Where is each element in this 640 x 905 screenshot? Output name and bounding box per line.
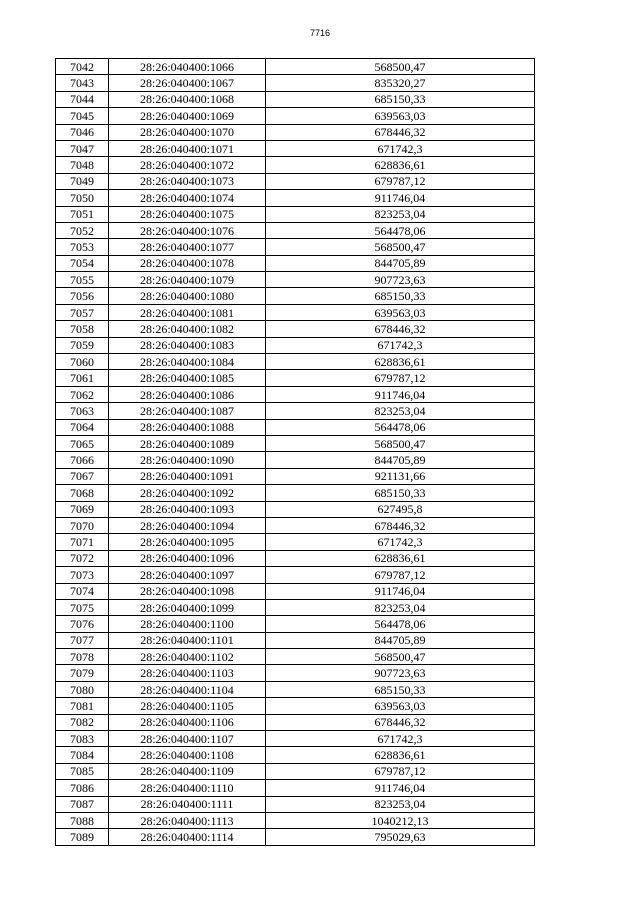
value-cell: 844705,89 <box>266 632 535 648</box>
table-row <box>56 681 535 697</box>
row-number-cell: 7064 <box>56 419 109 435</box>
cadastral-number-cell: 28:26:040400:1070 <box>109 124 266 140</box>
table-row <box>56 616 535 632</box>
value-cell: 679787,12 <box>266 763 535 779</box>
table-row <box>56 649 535 665</box>
table-row <box>56 763 535 779</box>
table-row <box>56 354 535 370</box>
cadastral-number-cell: 28:26:040400:1086 <box>109 386 266 402</box>
cadastral-number-cell: 28:26:040400:1074 <box>109 190 266 206</box>
value-cell: 907723,63 <box>266 272 535 288</box>
cadastral-number-cell: 28:26:040400:1098 <box>109 583 266 599</box>
table-row <box>56 222 535 238</box>
value-cell: 911746,04 <box>266 190 535 206</box>
cadastral-number-cell: 28:26:040400:1100 <box>109 616 266 632</box>
cadastral-number-cell: 28:26:040400:1103 <box>109 665 266 681</box>
cadastral-number-cell: 28:26:040400:1107 <box>109 731 266 747</box>
table-row <box>56 812 535 828</box>
cadastral-number-cell: 28:26:040400:1076 <box>109 222 266 238</box>
row-number-cell: 7085 <box>56 763 109 779</box>
row-number-cell: 7081 <box>56 698 109 714</box>
cadastral-number-cell: 28:26:040400:1077 <box>109 239 266 255</box>
row-number-cell: 7063 <box>56 403 109 419</box>
table-row <box>56 829 535 845</box>
row-number-cell: 7047 <box>56 140 109 156</box>
page-number: 7716 <box>309 28 331 38</box>
value-cell: 823253,04 <box>266 206 535 222</box>
row-number-cell: 7048 <box>56 157 109 173</box>
table-row <box>56 419 535 435</box>
cadastral-number-cell: 28:26:040400:1104 <box>109 681 266 697</box>
value-cell: 627495,8 <box>266 501 535 517</box>
row-number-cell: 7058 <box>56 321 109 337</box>
value-cell: 678446,32 <box>266 321 535 337</box>
row-number-cell: 7042 <box>56 59 109 75</box>
cadastral-number-cell: 28:26:040400:1110 <box>109 780 266 796</box>
cadastral-number-cell: 28:26:040400:1089 <box>109 435 266 451</box>
row-number-cell: 7059 <box>56 337 109 353</box>
cadastral-number-cell: 28:26:040400:1084 <box>109 354 266 370</box>
cadastral-number-cell: 28:26:040400:1097 <box>109 567 266 583</box>
row-number-cell: 7067 <box>56 468 109 484</box>
row-number-cell: 7086 <box>56 780 109 796</box>
value-cell: 628836,61 <box>266 550 535 566</box>
value-cell: 921131,66 <box>266 468 535 484</box>
registry-table <box>55 58 535 846</box>
table-row <box>56 272 535 288</box>
cadastral-number-cell: 28:26:040400:1106 <box>109 714 266 730</box>
table-row <box>56 190 535 206</box>
row-number-cell: 7077 <box>56 632 109 648</box>
cadastral-number-cell: 28:26:040400:1090 <box>109 452 266 468</box>
cadastral-number-cell: 28:26:040400:1069 <box>109 108 266 124</box>
table-row <box>56 59 535 75</box>
cadastral-number-cell: 28:26:040400:1083 <box>109 337 266 353</box>
cadastral-number-cell: 28:26:040400:1094 <box>109 517 266 533</box>
row-number-cell: 7056 <box>56 288 109 304</box>
table-row <box>56 173 535 189</box>
cadastral-number-cell: 28:26:040400:1113 <box>109 812 266 828</box>
cadastral-number-cell: 28:26:040400:1085 <box>109 370 266 386</box>
value-cell: 823253,04 <box>266 599 535 615</box>
cadastral-number-cell: 28:26:040400:1081 <box>109 304 266 320</box>
row-number-cell: 7061 <box>56 370 109 386</box>
cadastral-number-cell: 28:26:040400:1082 <box>109 321 266 337</box>
row-number-cell: 7070 <box>56 517 109 533</box>
row-number-cell: 7043 <box>56 75 109 91</box>
row-number-cell: 7072 <box>56 550 109 566</box>
value-cell: 564478,06 <box>266 419 535 435</box>
table-row <box>56 780 535 796</box>
row-number-cell: 7065 <box>56 435 109 451</box>
value-cell: 679787,12 <box>266 173 535 189</box>
table-row <box>56 583 535 599</box>
value-cell: 795029,63 <box>266 829 535 845</box>
table-row <box>56 485 535 501</box>
cadastral-number-cell: 28:26:040400:1071 <box>109 140 266 156</box>
row-number-cell: 7071 <box>56 534 109 550</box>
row-number-cell: 7088 <box>56 812 109 828</box>
value-cell: 685150,33 <box>266 91 535 107</box>
table-row <box>56 452 535 468</box>
table-row <box>56 124 535 140</box>
cadastral-number-cell: 28:26:040400:1088 <box>109 419 266 435</box>
table-row <box>56 91 535 107</box>
value-cell: 685150,33 <box>266 288 535 304</box>
value-cell: 678446,32 <box>266 714 535 730</box>
value-cell: 568500,47 <box>266 435 535 451</box>
table-row <box>56 206 535 222</box>
table-row <box>56 321 535 337</box>
table-row <box>56 632 535 648</box>
row-number-cell: 7069 <box>56 501 109 517</box>
row-number-cell: 7057 <box>56 304 109 320</box>
row-number-cell: 7051 <box>56 206 109 222</box>
table-row <box>56 534 535 550</box>
value-cell: 568500,47 <box>266 649 535 665</box>
table-row <box>56 517 535 533</box>
value-cell: 639563,03 <box>266 108 535 124</box>
row-number-cell: 7055 <box>56 272 109 288</box>
cadastral-number-cell: 28:26:040400:1092 <box>109 485 266 501</box>
cadastral-number-cell: 28:26:040400:1105 <box>109 698 266 714</box>
row-number-cell: 7079 <box>56 665 109 681</box>
cadastral-number-cell: 28:26:040400:1095 <box>109 534 266 550</box>
row-number-cell: 7076 <box>56 616 109 632</box>
table-row <box>56 796 535 812</box>
row-number-cell: 7068 <box>56 485 109 501</box>
cadastral-number-cell: 28:26:040400:1111 <box>109 796 266 812</box>
value-cell: 844705,89 <box>266 452 535 468</box>
row-number-cell: 7046 <box>56 124 109 140</box>
cadastral-number-cell: 28:26:040400:1073 <box>109 173 266 189</box>
row-number-cell: 7080 <box>56 681 109 697</box>
row-number-cell: 7049 <box>56 173 109 189</box>
cadastral-number-cell: 28:26:040400:1091 <box>109 468 266 484</box>
row-number-cell: 7073 <box>56 567 109 583</box>
row-number-cell: 7084 <box>56 747 109 763</box>
row-number-cell: 7050 <box>56 190 109 206</box>
value-cell: 671742,3 <box>266 140 535 156</box>
cadastral-number-cell: 28:26:040400:1078 <box>109 255 266 271</box>
row-number-cell: 7045 <box>56 108 109 124</box>
value-cell: 671742,3 <box>266 337 535 353</box>
cadastral-number-cell: 28:26:040400:1079 <box>109 272 266 288</box>
cadastral-number-cell: 28:26:040400:1101 <box>109 632 266 648</box>
value-cell: 685150,33 <box>266 485 535 501</box>
cadastral-number-cell: 28:26:040400:1075 <box>109 206 266 222</box>
value-cell: 671742,3 <box>266 731 535 747</box>
value-cell: 568500,47 <box>266 59 535 75</box>
registry-table-body <box>56 59 535 846</box>
value-cell: 911746,04 <box>266 386 535 402</box>
cadastral-number-cell: 28:26:040400:1072 <box>109 157 266 173</box>
table-row <box>56 501 535 517</box>
value-cell: 685150,33 <box>266 681 535 697</box>
table-row <box>56 239 535 255</box>
row-number-cell: 7082 <box>56 714 109 730</box>
value-cell: 911746,04 <box>266 780 535 796</box>
value-cell: 1040212,13 <box>266 812 535 828</box>
value-cell: 639563,03 <box>266 698 535 714</box>
table-row <box>56 403 535 419</box>
table-row <box>56 386 535 402</box>
table-row <box>56 567 535 583</box>
value-cell: 835320,27 <box>266 75 535 91</box>
value-cell: 907723,63 <box>266 665 535 681</box>
row-number-cell: 7087 <box>56 796 109 812</box>
value-cell: 671742,3 <box>266 534 535 550</box>
table-row <box>56 435 535 451</box>
cadastral-number-cell: 28:26:040400:1067 <box>109 75 266 91</box>
value-cell: 678446,32 <box>266 124 535 140</box>
cadastral-number-cell: 28:26:040400:1099 <box>109 599 266 615</box>
value-cell: 823253,04 <box>266 796 535 812</box>
cadastral-number-cell: 28:26:040400:1080 <box>109 288 266 304</box>
table-row <box>56 550 535 566</box>
cadastral-number-cell: 28:26:040400:1102 <box>109 649 266 665</box>
table-row <box>56 599 535 615</box>
table-row <box>56 140 535 156</box>
value-cell: 911746,04 <box>266 583 535 599</box>
table-row <box>56 108 535 124</box>
value-cell: 564478,06 <box>266 222 535 238</box>
row-number-cell: 7089 <box>56 829 109 845</box>
cadastral-number-cell: 28:26:040400:1108 <box>109 747 266 763</box>
row-number-cell: 7074 <box>56 583 109 599</box>
table-row <box>56 255 535 271</box>
row-number-cell: 7052 <box>56 222 109 238</box>
value-cell: 679787,12 <box>266 567 535 583</box>
table-row <box>56 698 535 714</box>
row-number-cell: 7054 <box>56 255 109 271</box>
row-number-cell: 7066 <box>56 452 109 468</box>
value-cell: 628836,61 <box>266 354 535 370</box>
table-row <box>56 75 535 91</box>
value-cell: 628836,61 <box>266 157 535 173</box>
table-row <box>56 714 535 730</box>
value-cell: 679787,12 <box>266 370 535 386</box>
table-row <box>56 304 535 320</box>
value-cell: 639563,03 <box>266 304 535 320</box>
cadastral-number-cell: 28:26:040400:1096 <box>109 550 266 566</box>
cadastral-number-cell: 28:26:040400:1109 <box>109 763 266 779</box>
value-cell: 568500,47 <box>266 239 535 255</box>
value-cell: 564478,06 <box>266 616 535 632</box>
row-number-cell: 7075 <box>56 599 109 615</box>
value-cell: 628836,61 <box>266 747 535 763</box>
row-number-cell: 7053 <box>56 239 109 255</box>
row-number-cell: 7078 <box>56 649 109 665</box>
row-number-cell: 7083 <box>56 731 109 747</box>
table-row <box>56 731 535 747</box>
table-row <box>56 157 535 173</box>
table-row <box>56 665 535 681</box>
row-number-cell: 7044 <box>56 91 109 107</box>
table-row <box>56 370 535 386</box>
value-cell: 823253,04 <box>266 403 535 419</box>
row-number-cell: 7060 <box>56 354 109 370</box>
value-cell: 844705,89 <box>266 255 535 271</box>
cadastral-number-cell: 28:26:040400:1087 <box>109 403 266 419</box>
row-number-cell: 7062 <box>56 386 109 402</box>
cadastral-number-cell: 28:26:040400:1068 <box>109 91 266 107</box>
cadastral-number-cell: 28:26:040400:1093 <box>109 501 266 517</box>
cadastral-number-cell: 28:26:040400:1066 <box>109 59 266 75</box>
table-row <box>56 468 535 484</box>
value-cell: 678446,32 <box>266 517 535 533</box>
table-row <box>56 288 535 304</box>
table-row <box>56 337 535 353</box>
cadastral-number-cell: 28:26:040400:1114 <box>109 829 266 845</box>
table-row <box>56 747 535 763</box>
